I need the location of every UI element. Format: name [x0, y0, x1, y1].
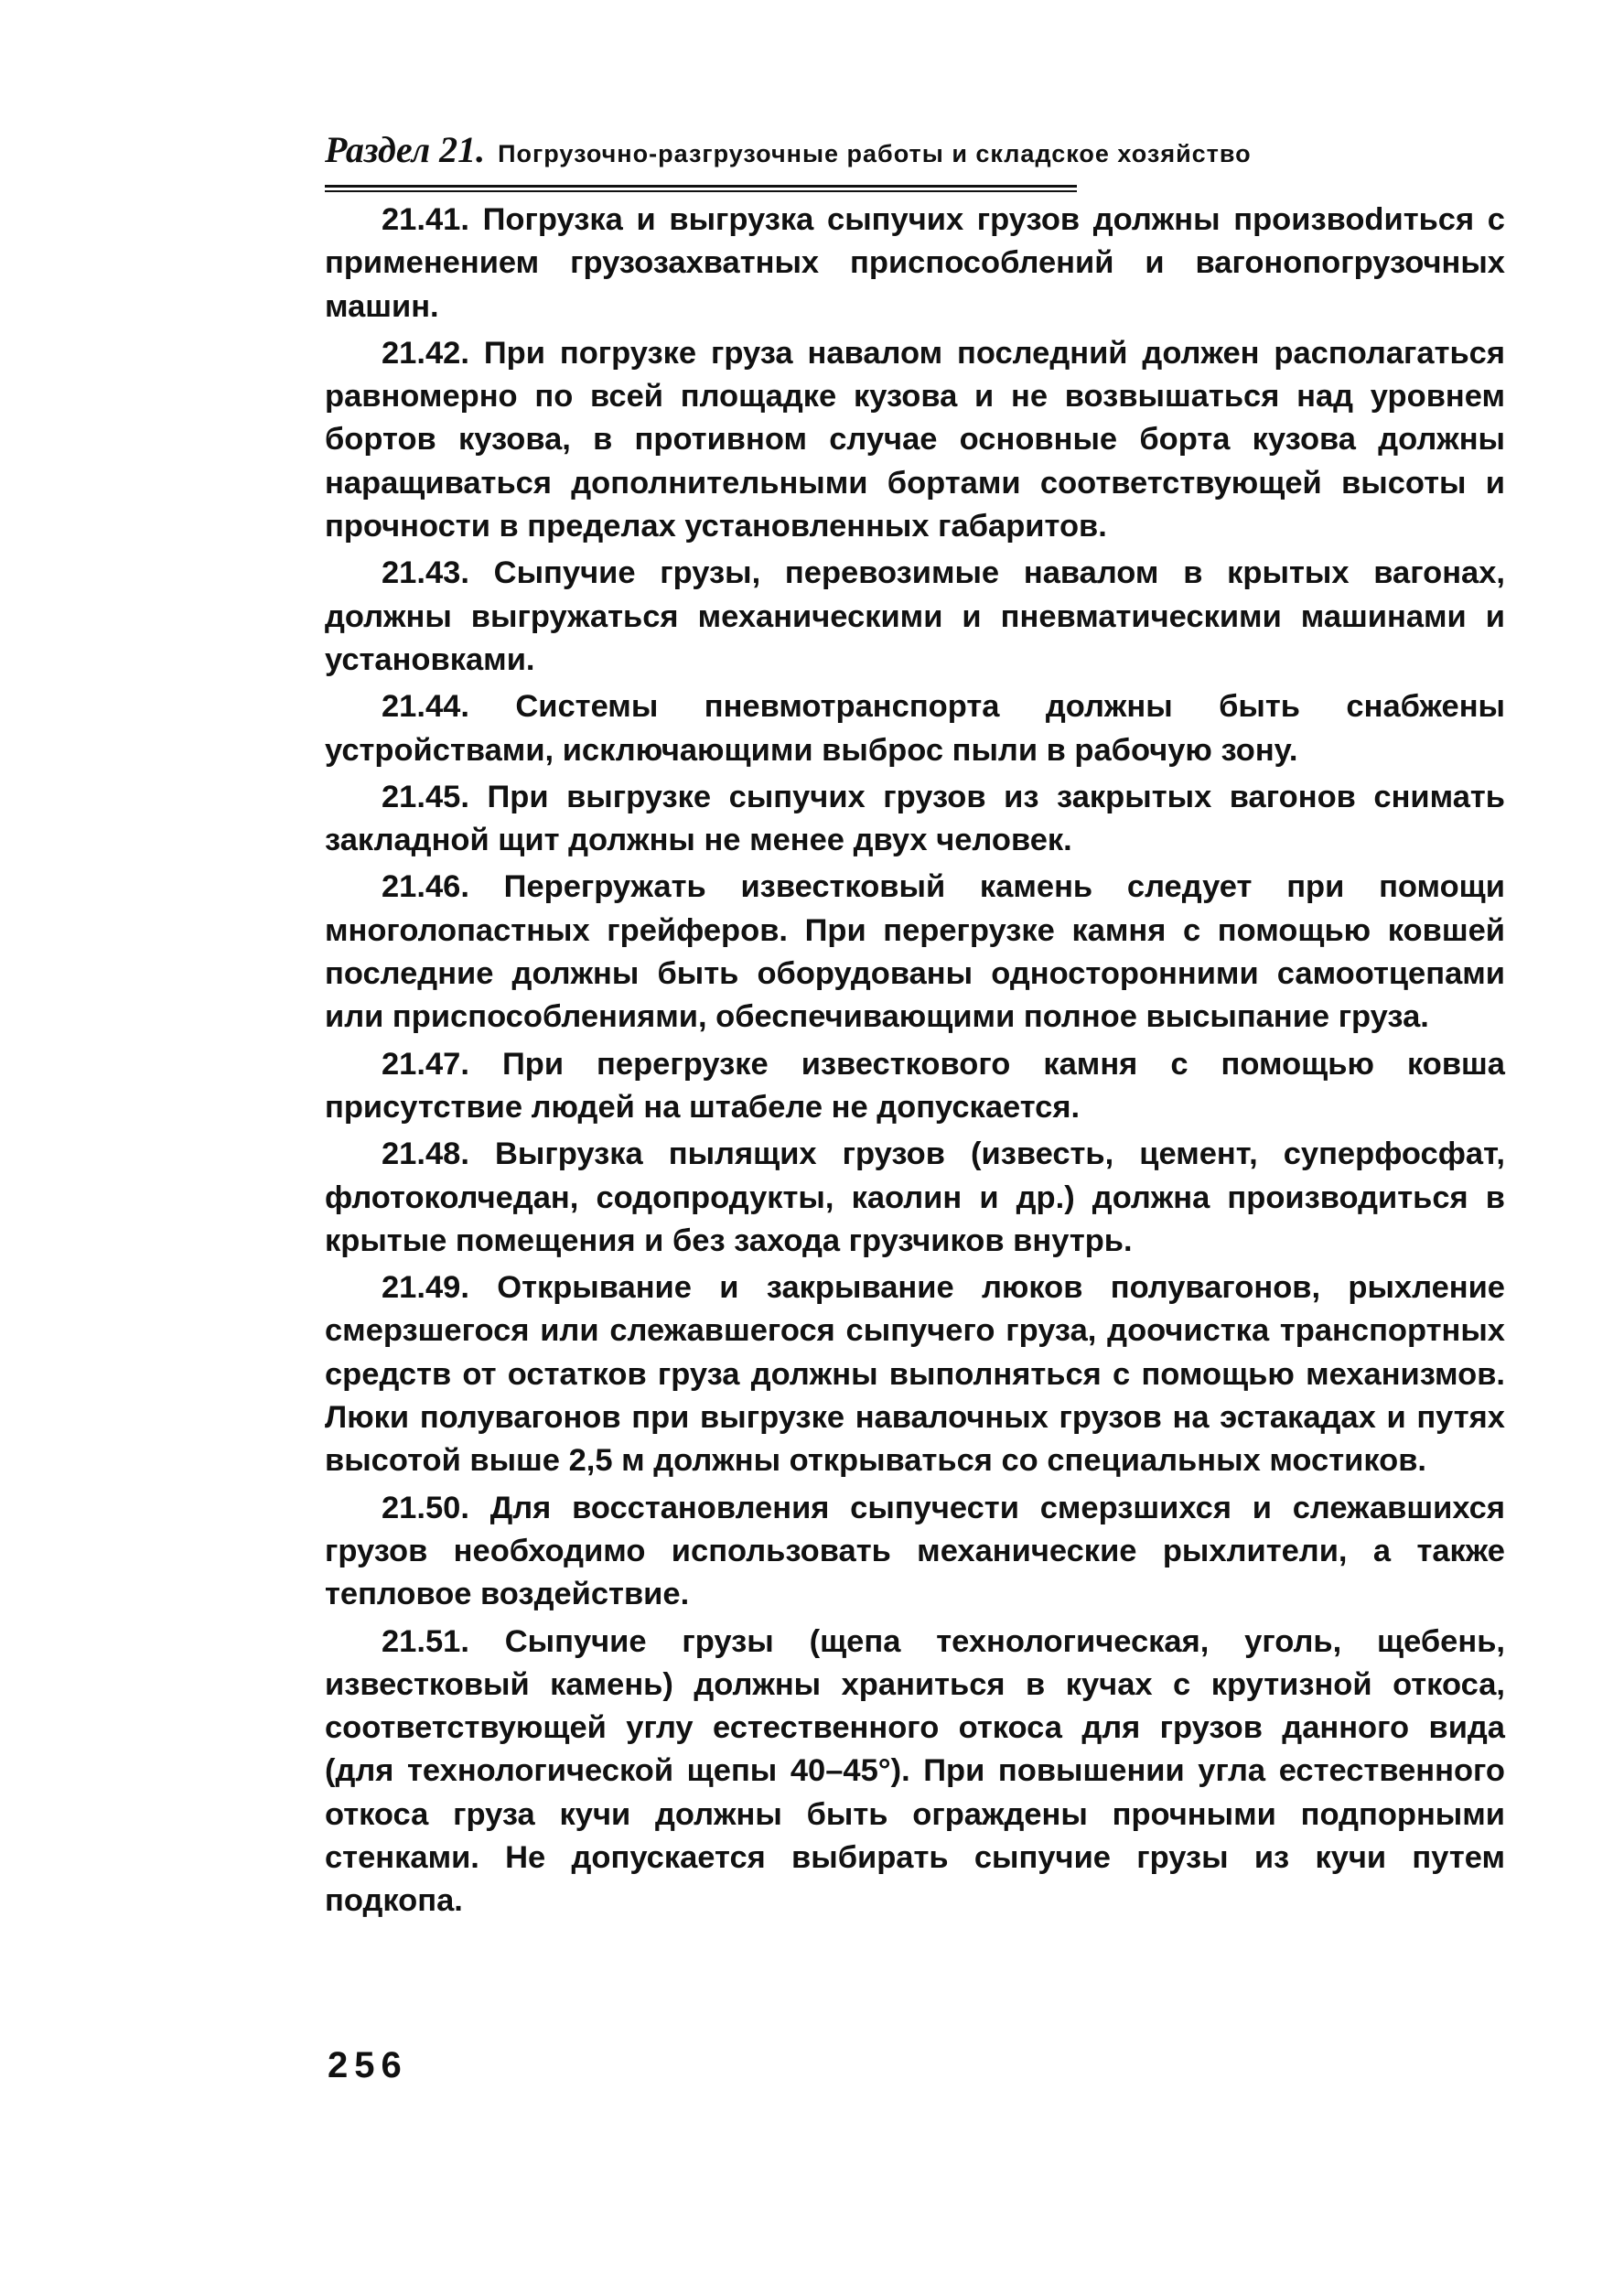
running-header — [325, 128, 1505, 171]
paragraph-21-45: 21.45. При выгрузке сыпучих грузов из закрытых вагонов снимать закладной щит должны не менее двух человек. — [325, 779, 1505, 858]
paragraph-21-44: 21.44. Системы пневмотранспорта должны быть снабжены устройствами, исключающими выброс пыли в рабочую зону. — [325, 689, 1505, 768]
section-title: Погрузочно-разгрузочные работы и складское хозяйство — [498, 140, 1252, 167]
paragraph-21-49: 21.49. Открывание и закрывание люков полувагонов, рыхление смерзшегося или слежавшегося сыпучего груза, доочистка транспортных средств от остатков груза должны выполняться с помощью механизмов. Люки полувагонов при выгрузке навалочных грузов на эстакадах и путях высотой выше 2,5 м должны открываться со специальных мостиков. — [325, 1270, 1505, 1479]
paragraph-21-43: 21.43. Сыпучие грузы, перевозимые навалом в крытых вагонах, должны выгружаться механическими и пневматическими машинами и установками. — [325, 555, 1505, 677]
body-text — [325, 199, 1505, 1927]
header-rule — [325, 185, 1077, 192]
section-label: Раздел 21. — [325, 129, 486, 170]
paragraph-21-47: 21.47. При перегрузке известкового камня с помощью ковша присутствие людей на штабеле не допускается. — [325, 1046, 1505, 1125]
paragraph-21-41: 21.41. Погрузка и выгрузка сыпучих грузов должны произвоdиться с применением грузозахватных приспособлений и вагонопогрузочных машин. — [325, 202, 1505, 324]
page-number: 256 — [328, 2045, 408, 2085]
paragraph-21-46: 21.46. Перегружать известковый камень следует при помощи многолопастных грейферов. При перегрузке камня с помощью ковшей последние должны быть оборудованы односторонними самоотцепами или приспособлениями, обеспечивающими полное высыпание груза. — [325, 869, 1505, 1035]
paragraph-21-42: 21.42. При погрузке груза навалом последний должен располагаться равномерно по всей площадке кузова и не возвышаться над уровнем бортов кузова, в противном случае основные борта кузова должны наращиваться дополнительными бортами соответствующей высоты и прочности в пределах установленных габаритов. — [325, 335, 1505, 544]
paragraph-21-51: 21.51. Сыпучие грузы (щепа технологическая, уголь, щебень, известковый камень) должны храниться в кучах с крутизной откоса, соответствующей углу естественного откоса для грузов данного вида (для технологической щепы 40–45°). При повышении угла естественного откоса груза кучи должны быть ограждены прочными подпорными стенками. Не допускается выбирать сыпучие грузы из кучи путем подкопа. — [325, 1623, 1505, 1919]
paragraph-21-48: 21.48. Выгрузка пылящих грузов (известь, цемент, суперфосфат, флотоколчедан, содопродукты, каолин и др.) должна производиться в крытые помещения и без захода грузчиков внутрь. — [325, 1136, 1505, 1258]
paragraph-21-50: 21.50. Для восстановления сыпучести смерзшихся и слежавшихся грузов необходимо использовать механические рыхлители, а также тепловое воздействие. — [325, 1490, 1505, 1612]
